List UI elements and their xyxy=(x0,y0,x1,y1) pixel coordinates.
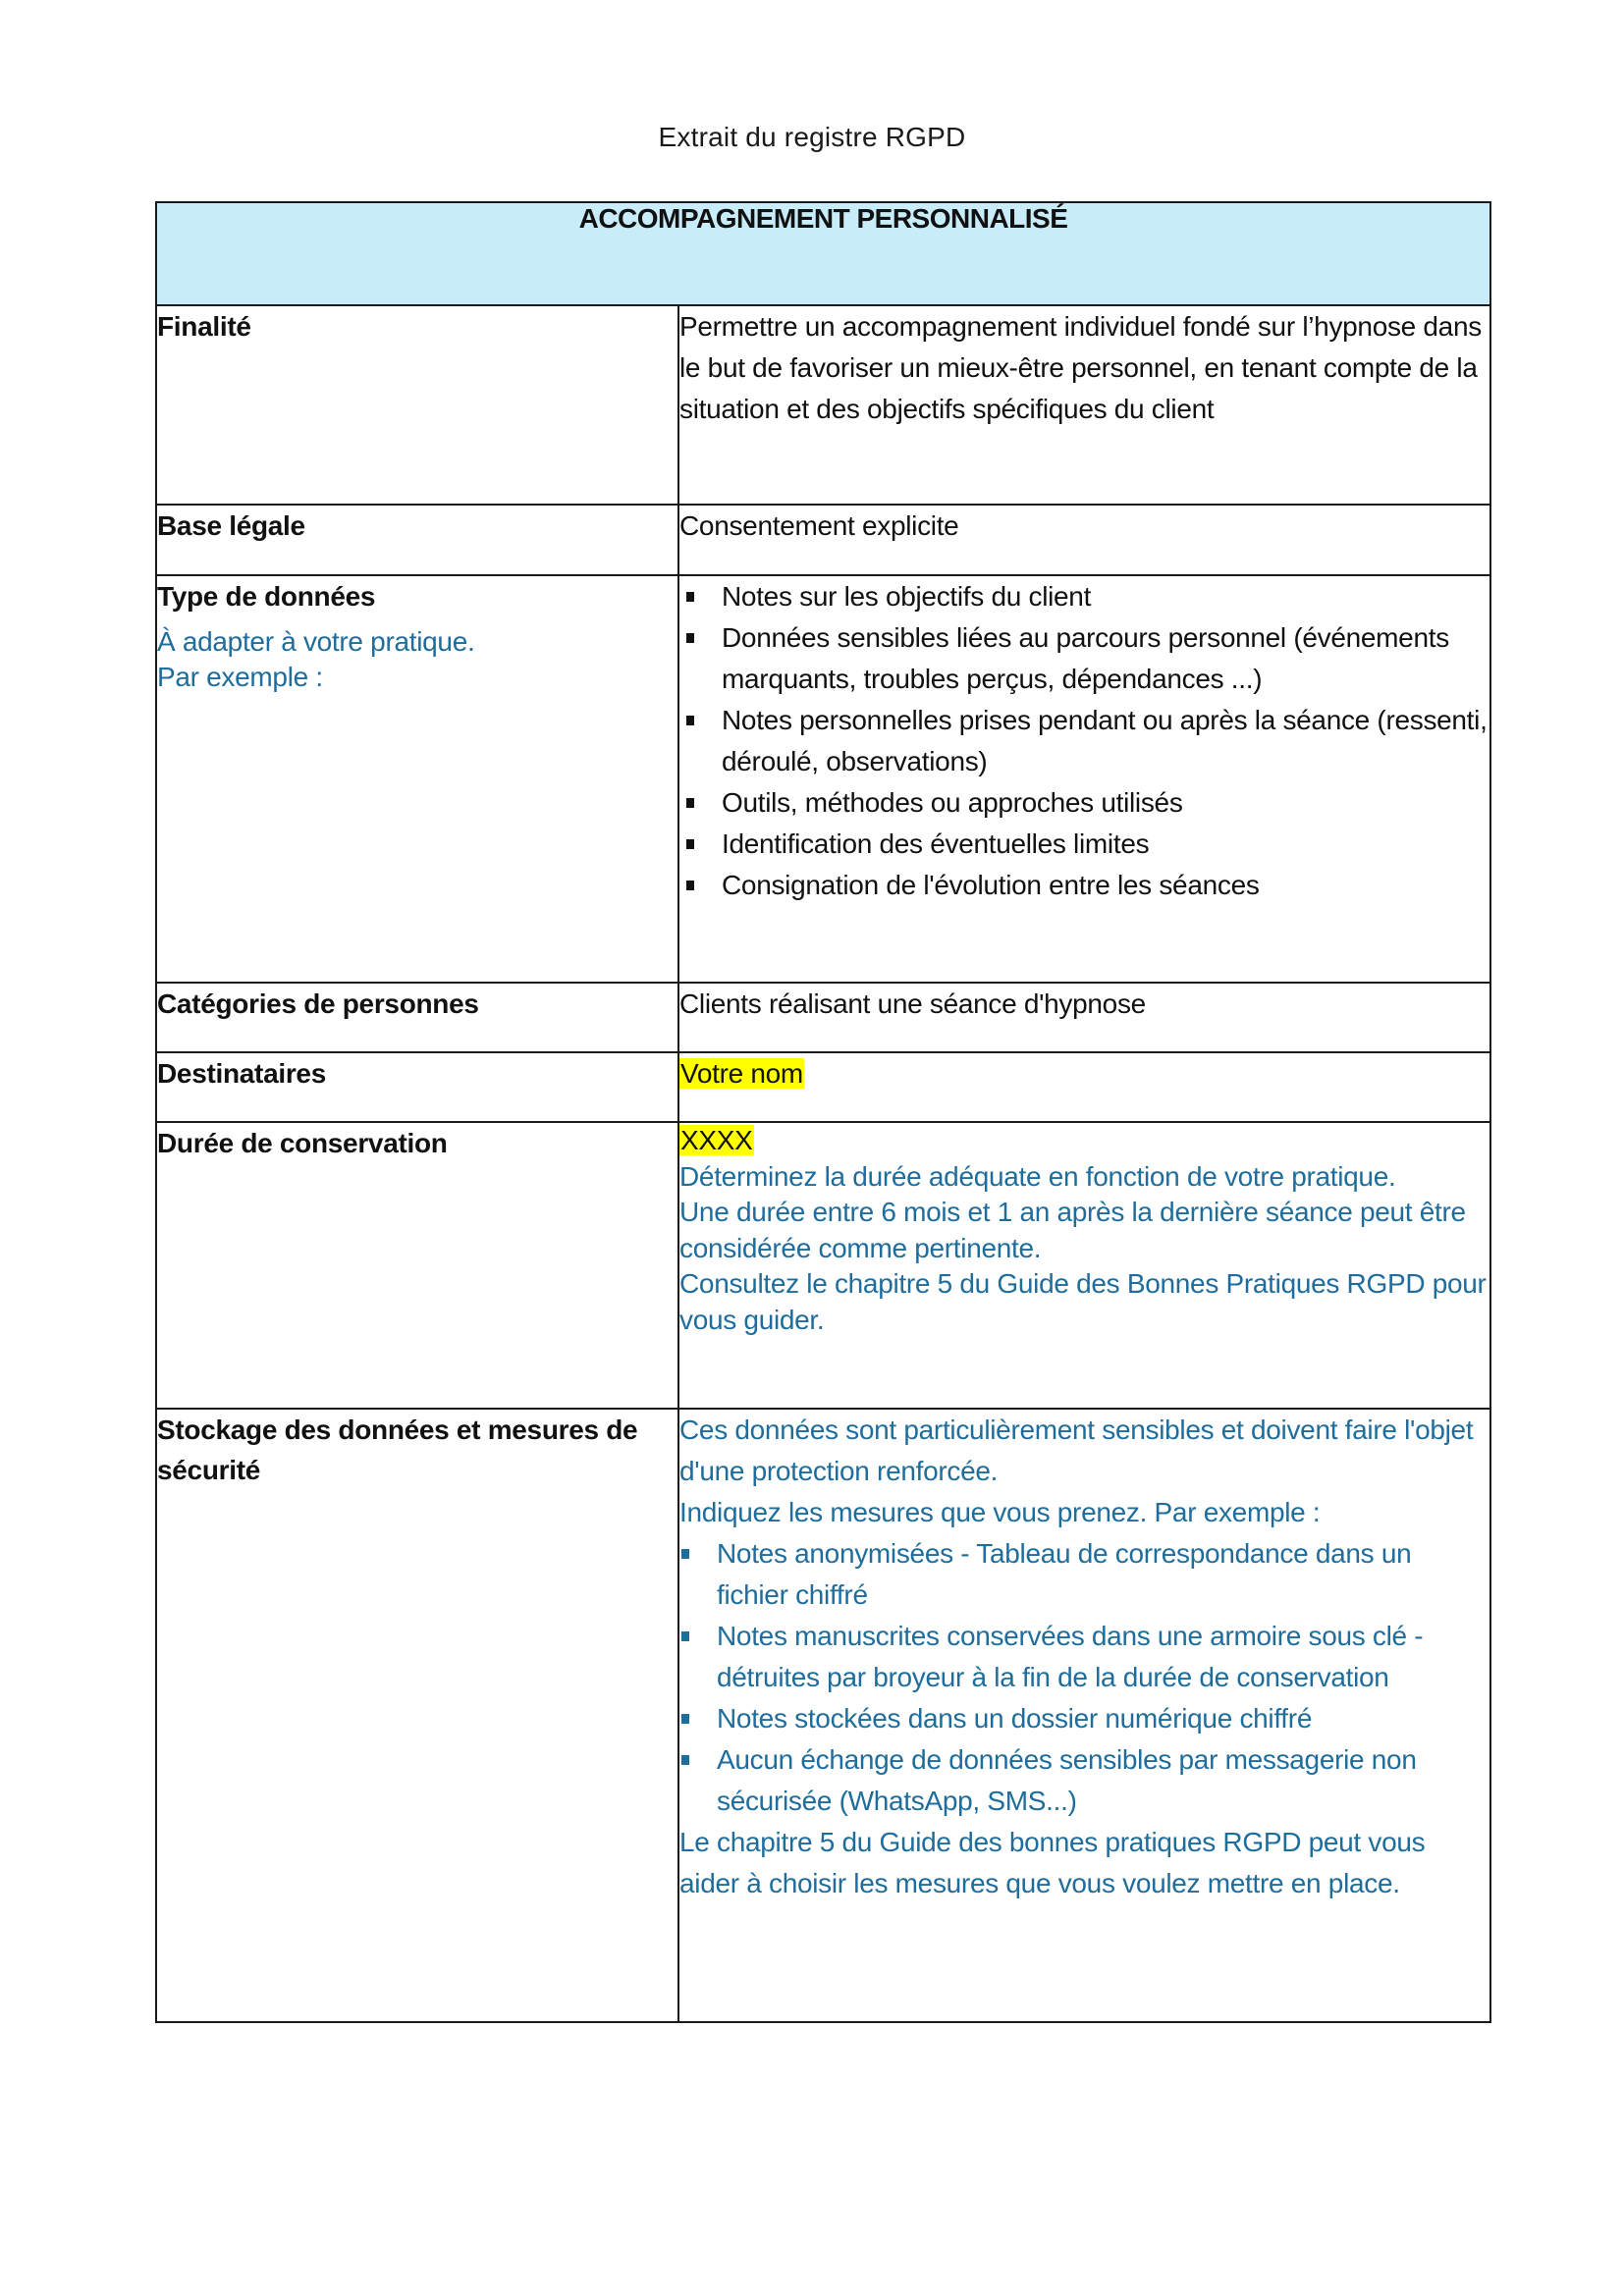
list-item: Notes sur les objectifs du client xyxy=(679,576,1489,617)
row-label: Stockage des données et mesures de sécurité xyxy=(156,1409,678,2022)
row-label: Type de données xyxy=(157,581,376,612)
data-types-list xyxy=(679,576,1489,906)
row-value-cell xyxy=(678,1409,1490,2022)
row-value: Permettre un accompagnement individuel fondé sur l’hypnose dans le but de favoriser un mieux-être personnel, en tenant compte de la situation et des objectifs spécifiques du client xyxy=(678,305,1490,505)
row-label: Durée de conservation xyxy=(156,1122,678,1409)
row-value: Clients réalisant une séance d'hypnose xyxy=(678,983,1490,1052)
table-header: ACCOMPAGNEMENT PERSONNALISÉ xyxy=(156,202,1490,305)
row-label: Base légale xyxy=(156,505,678,575)
hint-line: Par exemple : xyxy=(157,662,323,692)
list-item: Notes anonymisées - Tableau de correspondance dans un fichier chiffré xyxy=(679,1533,1489,1616)
hint-text: Le chapitre 5 du Guide des bonnes pratiques RGPD peut vous aider à choisir les mesures que vous voulez mettre en place. xyxy=(679,1827,1426,1898)
hint-text: Consultez le chapitre 5 du Guide des Bonnes Pratiques RGPD pour vous guider. xyxy=(679,1268,1487,1335)
list-item: Notes stockées dans un dossier numérique chiffré xyxy=(679,1698,1489,1739)
list-item: Aucun échange de données sensibles par messagerie non sécurisée (WhatsApp, SMS...) xyxy=(679,1739,1489,1822)
row-label: Catégories de personnes xyxy=(156,983,678,1052)
row-value: Consentement explicite xyxy=(678,505,1490,575)
hint-text xyxy=(157,624,677,695)
row-value-cell xyxy=(678,1052,1490,1122)
list-item: Données sensibles liées au parcours personnel (événements marquants, troubles perçus, dépendances ...) xyxy=(679,617,1489,700)
security-measures-list xyxy=(679,1533,1489,1822)
table-row-duree xyxy=(156,1122,1490,1409)
table-row-stockage xyxy=(156,1409,1490,2022)
list-item: Notes personnelles prises pendant ou après la séance (ressenti, déroulé, observations) xyxy=(679,700,1489,782)
hint-text: Déterminez la durée adéquate en fonction de votre pratique. xyxy=(679,1160,1396,1192)
row-label-cell xyxy=(156,575,678,983)
hint-text: Ces données sont particulièrement sensibles et doivent faire l'objet d'une protection renforcée. xyxy=(679,1415,1474,1486)
highlighted-placeholder-duration: XXXX xyxy=(680,1125,753,1155)
row-value-cell xyxy=(678,1122,1490,1409)
list-item: Outils, méthodes ou approches utilisés xyxy=(679,782,1489,824)
table-row-destinataires xyxy=(156,1052,1490,1122)
row-label: Destinataires xyxy=(156,1052,678,1122)
row-value-cell xyxy=(678,575,1490,983)
table-row-categories xyxy=(156,983,1490,1052)
document-title: Extrait du registre RGPD xyxy=(658,122,966,152)
hint-text: Une durée entre 6 mois et 1 an après la dernière séance peut être considérée comme pertinente. xyxy=(679,1197,1466,1263)
highlighted-placeholder-name: Votre nom xyxy=(680,1058,803,1089)
list-item: Identification des éventuelles limites xyxy=(679,824,1489,865)
list-item: Notes manuscrites conservées dans une armoire sous clé - détruites par broyeur à la fin de la durée de conservation xyxy=(679,1616,1489,1698)
row-label: Finalité xyxy=(156,305,678,505)
table-row-type-donnees xyxy=(156,575,1490,983)
table-row-base-legale xyxy=(156,505,1490,575)
table-header-row xyxy=(156,202,1490,305)
hint-line: À adapter à votre pratique. xyxy=(157,626,475,657)
register-table xyxy=(155,201,1491,2023)
hint-text: Indiquez les mesures que vous prenez. Par exemple : xyxy=(679,1497,1321,1527)
list-item: Consignation de l'évolution entre les séances xyxy=(679,865,1489,906)
table-row-finalite xyxy=(156,305,1490,505)
